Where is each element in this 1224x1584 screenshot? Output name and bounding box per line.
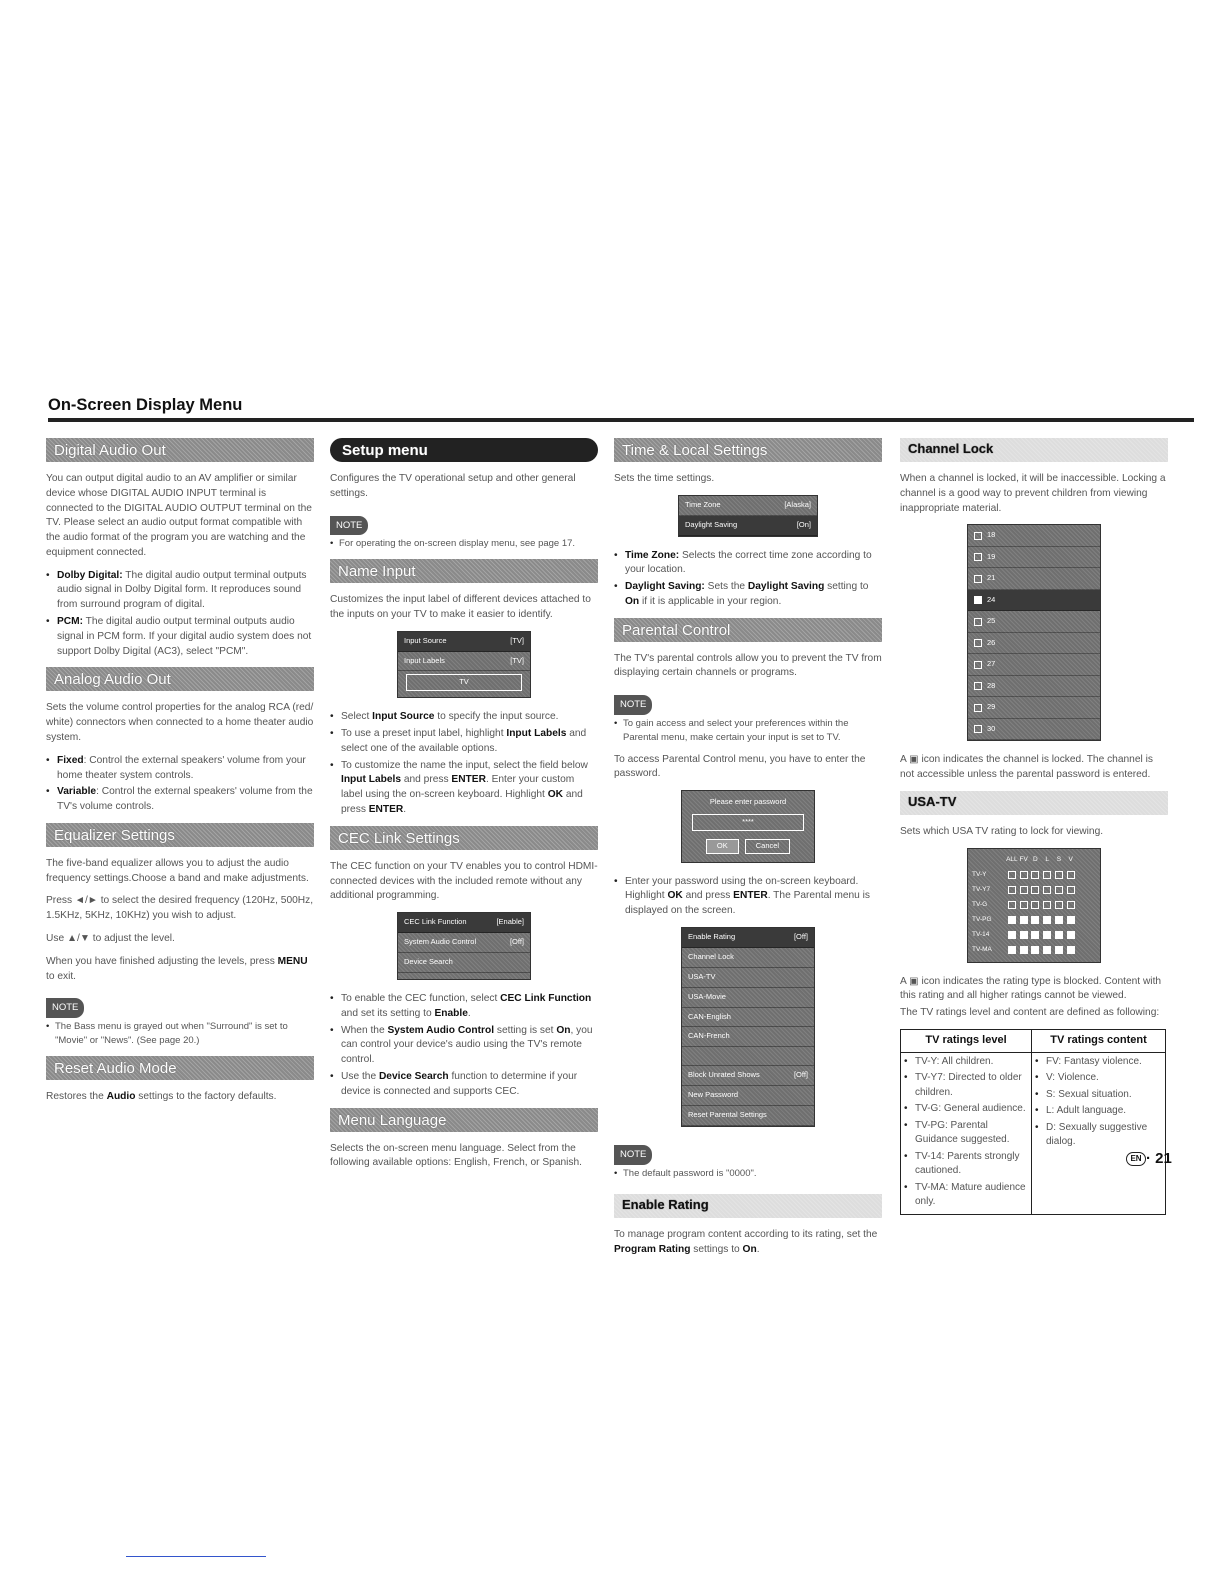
lock-icon — [1067, 946, 1075, 954]
unlock-icon — [974, 532, 982, 540]
rating-row-label: TV-Y7 — [972, 886, 991, 894]
section-header-enable-rating: Enable Rating — [614, 1194, 882, 1218]
lock-icon — [1031, 916, 1039, 924]
parental-access: To access Parental Control menu, you have to enter the password. — [614, 753, 866, 780]
rating-column-label: S — [1056, 856, 1062, 864]
lock-icon — [1008, 931, 1016, 939]
usa-tv-after-2: The TV ratings level and content are defined as following: — [900, 1007, 1160, 1019]
channel-row — [968, 633, 1100, 655]
section-header-reset-audio-mode: Reset Audio Mode — [46, 1056, 314, 1080]
section-header-menu-language: Menu Language — [330, 1108, 598, 1132]
parental-menu-item: New Password — [682, 1086, 814, 1106]
channel-number: 21 — [987, 573, 996, 583]
equalizer-intro: The five-band equalizer allows you to adjust the audio frequency settings.Choose a band and make adjustments. — [46, 857, 309, 884]
section-header-time-local: Time & Local Settings — [614, 438, 882, 462]
list-item: • Daylight Saving: Sets the Daylight Saving setting to On if it is applicable in your region. — [614, 580, 882, 610]
lock-icon — [1031, 871, 1039, 879]
unlock-icon — [974, 618, 982, 626]
lock-icon — [1043, 901, 1051, 909]
list-item: • Use the Device Search function to determine if your device is connected and supports CEC. — [330, 1070, 598, 1100]
list-item: • Fixed: Control the external speakers' volume from your home theater system controls. — [46, 754, 314, 784]
parental-menu-item: Channel Lock — [682, 948, 814, 968]
rating-level-item: • TV-PG: Parental Guidance suggested. — [904, 1119, 1028, 1148]
rating-column-label: ALL — [1006, 856, 1018, 864]
lock-icon — [1055, 946, 1063, 954]
ratings-content-list — [1035, 1055, 1162, 1150]
rating-row-label: TV-G — [972, 901, 988, 909]
rating-content-item: • D: Sexually suggestive dialog. — [1035, 1121, 1162, 1150]
lock-icon — [1020, 886, 1028, 894]
equalizer-press: Press ◄/► to select the desired frequency (120Hz, 500Hz, 1.5KHz, 5KHz, 10KHz) you wish to adjust. — [46, 895, 314, 922]
reset-text: Restores the Audio settings to the factory defaults. — [46, 1090, 277, 1102]
parental-menu-item: CAN-English — [682, 1008, 814, 1028]
lock-icon — [1067, 886, 1075, 894]
time-list — [614, 549, 882, 610]
channel-number: 30 — [987, 723, 996, 733]
note-badge: NOTE — [614, 1145, 652, 1165]
section-header-digital-audio-out: Digital Audio Out — [46, 438, 314, 462]
ratings-table — [900, 1029, 1166, 1215]
column-4 — [900, 432, 1168, 1215]
channel-number: 27 — [987, 659, 996, 669]
lock-icon — [1031, 901, 1039, 909]
cec-list — [330, 992, 598, 1099]
lock-icon — [1008, 871, 1016, 879]
section-header-usa-tv: USA-TV — [900, 791, 1168, 815]
lock-icon — [1055, 871, 1063, 879]
setup-note: • For operating the on-screen display menu, see page 17. — [330, 537, 598, 551]
lock-icon — [1020, 871, 1028, 879]
list-item: • Select Input Source to specify the input source. — [330, 710, 598, 725]
osd-row-input-source: Input Source [TV] — [398, 632, 530, 652]
osd-row-cec-link: CEC Link Function [Enable] — [398, 913, 530, 933]
usa-tv-intro: Sets which USA TV rating to lock for viewing. — [900, 825, 1104, 837]
channel-row — [968, 697, 1100, 719]
password-osd — [681, 790, 815, 863]
section-header-parental-control: Parental Control — [614, 618, 882, 642]
rating-column-label: L — [1045, 856, 1049, 864]
channel-number: 29 — [987, 702, 996, 712]
ratings-levels-list — [904, 1055, 1028, 1210]
lock-icon — [1055, 886, 1063, 894]
parental-note: • To gain access and select your preferences within the Parental menu, make certain your input is set to TV. — [614, 717, 882, 745]
list-item: • Enter your password using the on-screen keyboard. Highlight OK and press ENTER. The Parental menu is displayed on the screen. — [614, 875, 882, 919]
list-item: • Variable: Control the external speakers' volume from the TV's volume controls. — [46, 785, 314, 815]
rating-level-item: • TV-MA: Mature audience only. — [904, 1181, 1028, 1210]
ratings-content-header: TV ratings content — [1032, 1030, 1166, 1053]
lock-icon — [1020, 916, 1028, 924]
channel-number: 24 — [987, 594, 996, 604]
parental-menu-item: USA-Movie — [682, 988, 814, 1008]
rating-row-label: TV-MA — [972, 946, 992, 954]
cec-osd — [397, 912, 531, 980]
lock-icon — [1067, 916, 1075, 924]
list-item: • Dolby Digital: The digital audio output terminal outputs audio signal in Dolby Digital form. It reproduces sound from surround program of digital. — [46, 569, 314, 613]
rating-level-item: • TV-G: General audience. — [904, 1102, 1028, 1117]
lock-icon — [1055, 916, 1063, 924]
channel-number: 19 — [987, 551, 996, 561]
digital-audio-intro: You can output digital audio to an AV amplifier or similar device whose DIGITAL AUDIO INPUT terminal is connected to the DIGITAL AUDIO OUTPUT terminal on the TV. Please select an audio output format compatible with the audio format of the program you are watching and the equipment connected. — [46, 473, 312, 558]
note-badge: NOTE — [46, 998, 84, 1018]
title-rule — [48, 418, 1194, 422]
channel-row — [968, 719, 1100, 741]
lock-icon — [1043, 946, 1051, 954]
parental-list — [614, 875, 882, 919]
section-header-name-input: Name Input — [330, 559, 598, 583]
lock-icon — [1055, 931, 1063, 939]
lock-icon — [1020, 931, 1028, 939]
lock-icon — [1067, 901, 1075, 909]
parental-menu-item: Enable Rating [Off] — [682, 928, 814, 948]
lock-icon — [1008, 901, 1016, 909]
channel-number: 28 — [987, 680, 996, 690]
unlock-icon — [974, 704, 982, 712]
list-item: • Time Zone: Selects the correct time zone according to your location. — [614, 549, 882, 579]
rating-column-label: V — [1068, 856, 1073, 864]
lock-icon — [1055, 901, 1063, 909]
section-header-equalizer: Equalizer Settings — [46, 823, 314, 847]
lock-icon — [1067, 931, 1075, 939]
rating-level-item: • TV-Y7: Directed to older children. — [904, 1071, 1028, 1100]
language-badge: EN — [1126, 1152, 1146, 1166]
channel-row — [968, 568, 1100, 590]
rating-content-item: • S: Sexual situation. — [1035, 1088, 1162, 1103]
menu-language-intro: Selects the on-screen menu language. Select from the following available options: English, French, or Spanish. — [330, 1142, 583, 1169]
parental-menu-osd — [681, 927, 815, 1127]
password-field: **** — [692, 814, 804, 831]
lock-icon — [1043, 886, 1051, 894]
rating-content-item: • L: Adult language. — [1035, 1104, 1162, 1119]
list-item: • To use a preset input label, highlight Input Labels and select one of the available options. — [330, 727, 598, 757]
unlock-icon — [974, 575, 982, 583]
rating-column-label: FV — [1019, 856, 1028, 864]
channel-row — [968, 654, 1100, 676]
name-input-list — [330, 710, 598, 817]
lock-icon — [1043, 916, 1051, 924]
rating-column-label: D — [1033, 856, 1038, 864]
rating-content-item: • FV: Fantasy violence. — [1035, 1055, 1162, 1070]
parental-menu-item: CAN-French — [682, 1027, 814, 1047]
usa-tv-after-1: A ▣ icon indicates the rating type is blocked. Content with this rating and all higher ratings cannot be viewed. — [900, 975, 1162, 1002]
rating-row-label: TV-14 — [972, 931, 990, 939]
password-prompt: Please enter password — [709, 797, 787, 807]
list-item: • When the System Audio Control setting is set On, you can control your device's audio using the TV's remote control. — [330, 1024, 598, 1068]
note-badge: NOTE — [614, 695, 652, 715]
parental-menu-item: Reset Parental Settings — [682, 1106, 814, 1126]
section-header-channel-lock: Channel Lock — [900, 438, 1168, 462]
equalizer-when: When you have finished adjusting the levels, press MENU to exit. — [46, 955, 308, 982]
list-item: • To customize the name the input, select the field below Input Labels and press ENTER. Enter your custom label using the on-screen keyboard. Highlight OK and press ENTER. — [330, 759, 598, 818]
rating-level-item: • TV-14: Parents strongly cautioned. — [904, 1150, 1028, 1179]
osd-label-field: TV — [406, 674, 522, 691]
list-item: • PCM: The digital audio output terminal outputs audio signal in PCM form. If your digital audio system does not support Dolby Digital (AC3), select "PCM". — [46, 615, 314, 659]
osd-row-daylight: Daylight Saving [On] — [679, 516, 817, 536]
password-ok-button: OK — [706, 839, 739, 854]
cec-intro: The CEC function on your TV enables you to control HDMI-connected devices with the included remote without any additional programming. — [330, 860, 598, 902]
digital-audio-list — [46, 569, 314, 660]
time-osd — [678, 495, 818, 537]
unlock-icon — [974, 661, 982, 669]
channel-number: 25 — [987, 616, 996, 626]
lock-icon — [1008, 946, 1016, 954]
channel-row — [968, 676, 1100, 698]
rating-row-label: TV-Y — [972, 871, 987, 879]
channel-lock-osd — [967, 524, 1101, 741]
parental-menu-item: Block Unrated Shows [Off] — [682, 1066, 814, 1086]
unlock-icon — [974, 553, 982, 561]
equalizer-use: Use ▲/▼ to adjust the level. — [46, 932, 175, 944]
page-title: On-Screen Display Menu — [48, 396, 243, 414]
channel-lock-after: A ▣ icon indicates the channel is locked. The channel is not accessible unless the parental password is entered. — [900, 754, 1153, 781]
lock-icon — [1020, 946, 1028, 954]
usa-tv-rating-grid — [967, 848, 1101, 963]
lock-icon — [1008, 916, 1016, 924]
section-header-analog-audio-out: Analog Audio Out — [46, 667, 314, 691]
equalizer-note: • The Bass menu is grayed out when "Surround" is set to "Movie" or "News". (See page 20.) — [46, 1020, 314, 1048]
password-cancel-button: Cancel — [745, 839, 790, 854]
osd-row-device-search: Device Search — [398, 953, 530, 973]
setup-intro: Configures the TV operational setup and other general settings. — [330, 473, 576, 499]
channel-row — [968, 525, 1100, 547]
unlock-icon — [974, 682, 982, 690]
ratings-level-header: TV ratings level — [901, 1030, 1032, 1053]
osd-row-time-zone: Time Zone [Alaska] — [679, 496, 817, 516]
page-number: EN · 21 — [1126, 1150, 1172, 1167]
channel-number: 18 — [987, 530, 996, 540]
column-2 — [330, 432, 598, 1179]
unlock-icon — [974, 725, 982, 733]
channel-row — [968, 590, 1100, 612]
time-intro: Sets the time settings. — [614, 473, 715, 484]
lock-icon — [1031, 931, 1039, 939]
rating-content-item: • V: Violence. — [1035, 1071, 1162, 1086]
footer-link-line — [126, 1556, 266, 1557]
parental-intro: The TV's parental controls allow you to prevent the TV from displaying certain channels or programs. — [614, 652, 882, 679]
analog-audio-list — [46, 754, 314, 815]
channel-number: 26 — [987, 637, 996, 647]
lock-icon — [1020, 901, 1028, 909]
column-3 — [614, 432, 882, 1266]
lock-icon — [1067, 871, 1075, 879]
osd-row-input-labels: Input Labels [TV] — [398, 652, 530, 672]
channel-row — [968, 547, 1100, 569]
parental-menu-item: USA-TV — [682, 968, 814, 988]
parental-menu-item — [682, 1047, 814, 1066]
channel-lock-intro: When a channel is locked, it will be inaccessible. Locking a channel is a good way to prevent children from viewing inappropriate material. — [900, 473, 1166, 514]
note-badge: NOTE — [330, 516, 368, 536]
enable-rating-text: To manage program content according to its rating, set the Program Rating settings to On. — [614, 1229, 878, 1256]
unlock-icon — [974, 639, 982, 647]
lock-icon — [974, 596, 982, 604]
section-header-cec-link: CEC Link Settings — [330, 826, 598, 850]
rating-level-item: • TV-Y: All children. — [904, 1055, 1028, 1070]
lock-icon — [1031, 946, 1039, 954]
name-input-osd — [397, 631, 531, 699]
list-item: • To enable the CEC function, select CEC Link Function and set its setting to Enable. — [330, 992, 598, 1022]
rating-row-label: TV-PG — [972, 916, 992, 924]
lock-icon — [1043, 871, 1051, 879]
default-password-note: • The default password is "0000". — [614, 1167, 882, 1181]
channel-row — [968, 611, 1100, 633]
lock-icon — [1043, 931, 1051, 939]
section-header-setup-menu: Setup menu — [330, 438, 598, 462]
lock-icon — [1008, 886, 1016, 894]
column-1 — [46, 432, 314, 1112]
name-input-intro: Customizes the input label of different devices attached to the inputs on your TV to make it easier to identify. — [330, 594, 591, 620]
osd-row-system-audio: System Audio Control [Off] — [398, 933, 530, 953]
lock-icon — [1031, 886, 1039, 894]
analog-audio-intro: Sets the volume control properties for the analog RCA (red/ white) connectors when connected to a home theater audio system. — [46, 702, 314, 743]
